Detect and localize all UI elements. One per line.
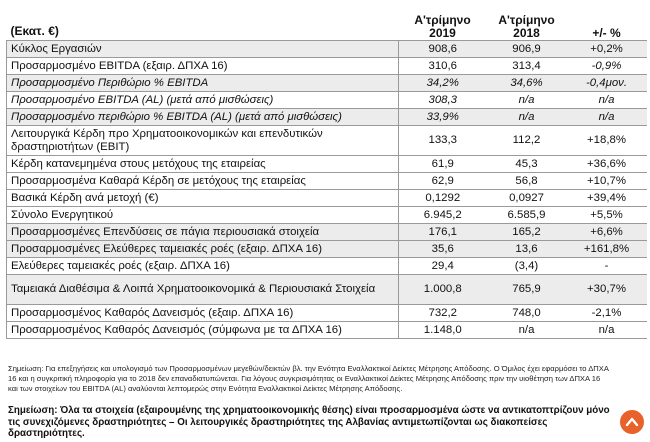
row-value-2018: 748,0 (487, 305, 567, 322)
row-label: Σύνολο Ενεργητικού (7, 207, 399, 224)
row-value-2018: 45,3 (487, 156, 567, 173)
footnote-methodology: Σημείωση: Για επεξηγήσεις και υπολογισμό των Προσαρμοσμένων μεγεθών/δεικτών βλ. την Ενότητα Εναλλακτικοί Δείκτες Μέτρησης Απόδοσης. Ο Όμιλος έχει εφαρμόσει το ΔΠΧΑ 16 και η συγκριτική πληροφορία για το 2018 δεν επαναδιατυπώνεται. Για λόγους συγκρισιμότητας οι Εναλλακτικοί Δείκτες Μέτρησης Απόδοσης πριν την υιοθέτηση των ΔΠΧΑ 16 και των στοιχείων του EBITDA (AL) αναλύονται λεπτομερώς στην Ενότητα Εναλλακτικοί Δείκτες Μέτρησης Απόδοσης. (8, 364, 609, 393)
row-label: Βασικά Κέρδη ανά μετοχή (€) (7, 190, 399, 207)
row-label: Προσαρμοσμένα Καθαρά Κέρδη σε μετόχους της εταιρείας (7, 173, 399, 190)
table-row (7, 156, 647, 173)
row-label: Προσαρμοσμένο EBITDA (εξαιρ. ΔΠΧΑ 16) (7, 58, 399, 75)
row-change: -2,1% (567, 305, 647, 322)
header-q1-2019-line1: Α'τρίμηνο (414, 13, 471, 27)
row-label: Κέρδη κατανεμημένα στους μετόχους της εταιρείας (7, 156, 399, 173)
row-value-2019: 61,9 (399, 156, 487, 173)
table-row (7, 58, 647, 75)
row-label: Προσαρμοσμένος Καθαρός Δανεισμός (εξαιρ. ΔΠΧΑ 16) (7, 305, 399, 322)
row-label: Ελεύθερες ταμειακές ροές (εξαιρ. ΔΠΧΑ 16) (7, 258, 399, 275)
row-label: Κύκλος Εργασιών (7, 41, 399, 58)
row-value-2018: 13,6 (487, 241, 567, 258)
row-change: +5,5% (567, 207, 647, 224)
row-value-2019: 310,6 (399, 58, 487, 75)
row-change: - (567, 258, 647, 275)
row-value-2018: 165,2 (487, 224, 567, 241)
table-row (7, 41, 647, 58)
row-value-2019: 33,9% (399, 109, 487, 126)
row-value-2018: 56,8 (487, 173, 567, 190)
row-change: +0,2% (567, 41, 647, 58)
row-change: n/a (567, 109, 647, 126)
row-value-2019: 62,9 (399, 173, 487, 190)
table-row (7, 109, 647, 126)
row-value-2018: 6.585,9 (487, 207, 567, 224)
header-unit-label: (Εκατ. €) (7, 2, 399, 41)
row-change: -0,4μον. (567, 75, 647, 92)
row-value-2018: (3,4) (487, 258, 567, 275)
row-value-2018: n/a (487, 92, 567, 109)
row-value-2019: 1.148,0 (399, 322, 487, 339)
table-row (7, 305, 647, 322)
row-value-2018: 0,0927 (487, 190, 567, 207)
row-value-2018: 906,9 (487, 41, 567, 58)
table-row (7, 173, 647, 190)
header-q1-2018-line2: 2018 (513, 26, 540, 40)
footnote-continuing-operations: Σημείωση: Όλα τα στοιχεία (εξαιρουμένης της χρηματοοικονομικής θέσης) είναι προσαρμοσμένα ώστε να αντικατοπτρίζουν μόνο τις συνεχιζόμενες δραστηριότητες – Οι λειτουργικές δραστηριότητες της Αλβανίας αντιμετωπίζονται ως διακοπείσες δραστηριότητες. (8, 405, 610, 439)
table-row (7, 241, 647, 258)
row-change: +18,8% (567, 126, 647, 156)
row-label: Προσαρμοσμένες Ελεύθερες ταμειακές ροές (εξαιρ. ΔΠΧΑ 16) (7, 241, 399, 258)
header-q1-2019 (399, 2, 487, 41)
row-label: Ταμειακά Διαθέσιμα & Λοιπά Χρηματοοικονομικά & Περιουσιακά Στοιχεία (7, 275, 399, 305)
row-label: Προσαρμοσμένο περιθώριο % EBITDA (AL) (μετά από μισθώσεις) (7, 109, 399, 126)
row-value-2018: 765,9 (487, 275, 567, 305)
row-label: Προσαρμοσμένος Καθαρός Δανεισμός (σύμφωνα με τα ΔΠΧΑ 16) (7, 322, 399, 339)
row-value-2019: 6.945,2 (399, 207, 487, 224)
row-value-2019: 34,2% (399, 75, 487, 92)
row-change: n/a (567, 322, 647, 339)
row-value-2019: 908,6 (399, 41, 487, 58)
header-q1-2018 (487, 2, 567, 41)
row-value-2018: n/a (487, 109, 567, 126)
row-label: Προσαρμοσμένο Περιθώριο % EBITDA (7, 75, 399, 92)
row-value-2019: 133,3 (399, 126, 487, 156)
row-value-2019: 29,4 (399, 258, 487, 275)
table-row (7, 92, 647, 109)
table-row (7, 207, 647, 224)
row-value-2019: 1.000,8 (399, 275, 487, 305)
row-value-2019: 732,2 (399, 305, 487, 322)
row-value-2019: 0,1292 (399, 190, 487, 207)
row-change: +30,7% (567, 275, 647, 305)
row-change: n/a (567, 92, 647, 109)
table-row (7, 75, 647, 92)
table-row (7, 322, 647, 339)
row-label: Προσαρμοσμένες Επενδύσεις σε πάγια περιουσιακά στοιχεία (7, 224, 399, 241)
row-label: Λειτουργικά Κέρδη προ Χρηματοοικονομικών και επενδυτικών δραστηριοτήτων (EBIT) (7, 126, 399, 156)
table-row (7, 126, 647, 156)
header-change: +/- % (567, 2, 647, 41)
financial-table (6, 2, 647, 339)
chevron-up-icon (625, 415, 639, 429)
row-value-2018: n/a (487, 322, 567, 339)
table-row (7, 275, 647, 305)
table-row (7, 224, 647, 241)
table-header-row (7, 2, 647, 41)
row-label: Προσαρμοσμένο EBITDA (AL) (μετά από μισθώσεις) (7, 92, 399, 109)
row-change: +6,6% (567, 224, 647, 241)
row-change: +161,8% (567, 241, 647, 258)
row-value-2019: 35,6 (399, 241, 487, 258)
header-q1-2018-line1: Α'τρίμηνο (498, 13, 555, 27)
row-value-2018: 313,4 (487, 58, 567, 75)
row-value-2018: 112,2 (487, 126, 567, 156)
row-change: +36,6% (567, 156, 647, 173)
scroll-to-top-button[interactable] (620, 410, 644, 434)
header-q1-2019-line2: 2019 (429, 26, 456, 40)
row-change: +10,7% (567, 173, 647, 190)
row-value-2019: 308,3 (399, 92, 487, 109)
table-row (7, 190, 647, 207)
row-change: +39,4% (567, 190, 647, 207)
row-value-2018: 34,6% (487, 75, 567, 92)
row-change: -0,9% (567, 58, 647, 75)
table-row (7, 258, 647, 275)
row-value-2019: 176,1 (399, 224, 487, 241)
